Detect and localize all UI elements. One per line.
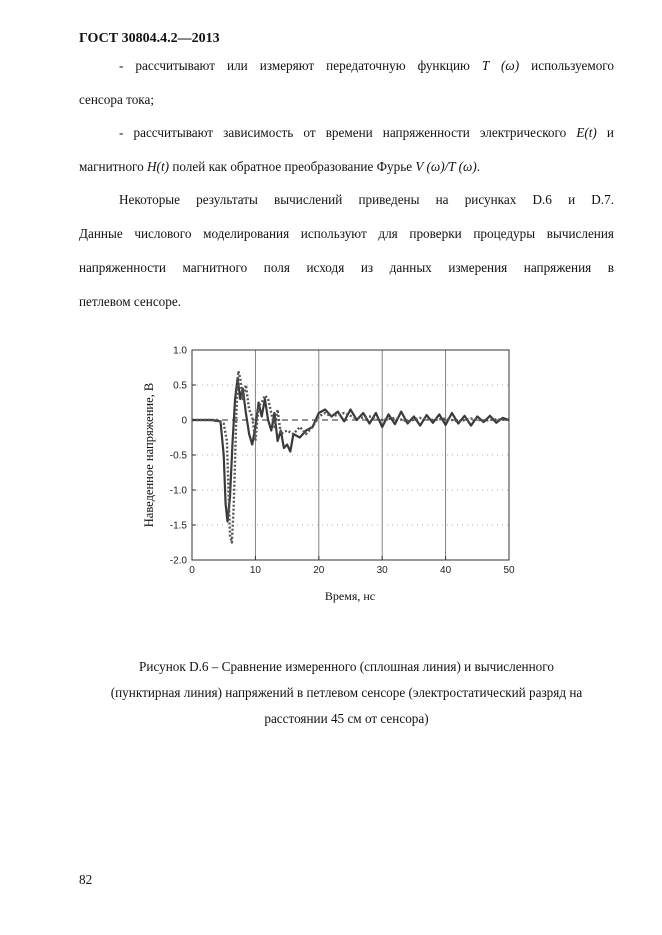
x-tick-label: 20 (313, 565, 325, 576)
y-tick-label: -1.5 (169, 520, 187, 532)
y-tick-label: -2.0 (169, 555, 187, 567)
caption-line-3: расстоянии 45 см от сенсора) (264, 711, 429, 726)
paragraph-2 (79, 116, 614, 184)
caption-line-1: Рисунок D.6 – Сравнение измеренного (сплошная линия) и вычисленного (139, 659, 554, 674)
caption-line-2: (пунктирная линия) напряжений в петлевом сенсоре (электростатический разряд на (110, 685, 583, 700)
y-axis-label: Наведенное напряжение, В (142, 382, 156, 528)
document-header: ГОСТ 30804.4.2—2013 (79, 31, 220, 46)
x-tick-label: 10 (249, 565, 261, 576)
chart-frame (192, 350, 509, 560)
paragraph-3-line-2: Данные числового моделирования используют для проверки процедуры вычисления (79, 226, 614, 241)
x-tick-label: 0 (189, 565, 195, 576)
chart-grid (192, 350, 509, 560)
x-tick-label: 50 (503, 565, 515, 576)
y-tick-label: -0.5 (169, 450, 187, 462)
y-tick-label: 1.0 (173, 345, 187, 357)
x-tick-label: 30 (376, 565, 388, 576)
y-tick-label: -1.0 (169, 485, 187, 497)
figure-caption (79, 654, 614, 732)
paragraph-2-line-1: - рассчитывают зависимость от времени напряженности электрического E(t) и (119, 125, 614, 140)
paragraph-3-line-4: петлевом сенсоре. (79, 294, 182, 309)
x-tick-labels (189, 556, 515, 576)
chart-series (192, 371, 509, 543)
voltage-chart (135, 340, 525, 610)
paragraph-1 (79, 49, 614, 117)
paragraph-3-line-1: Некоторые результаты вычислений приведены на рисунках D.6 и D.7. (119, 192, 614, 207)
paragraph-1-line-1: - рассчитывают или измеряют передаточную функцию T (ω) используемого (119, 58, 614, 73)
paragraph-3-line-3: напряженности магнитного поля исходя из данных измерения напряжения в (79, 260, 614, 275)
y-tick-label: 0 (181, 415, 187, 427)
x-tick-label: 40 (440, 565, 452, 576)
paragraph-3 (79, 183, 614, 319)
y-tick-label: 0.5 (173, 380, 187, 392)
x-axis-label: Время, нс (324, 589, 376, 603)
measured-voltage-series (192, 378, 509, 522)
paragraph-1-line-2: сенсора тока; (79, 92, 155, 107)
paragraph-2-line-2: магнитного H(t) полей как обратное преобразование Фурье V (ω)/T (ω). (79, 159, 481, 174)
page-number: 82 (79, 872, 93, 887)
